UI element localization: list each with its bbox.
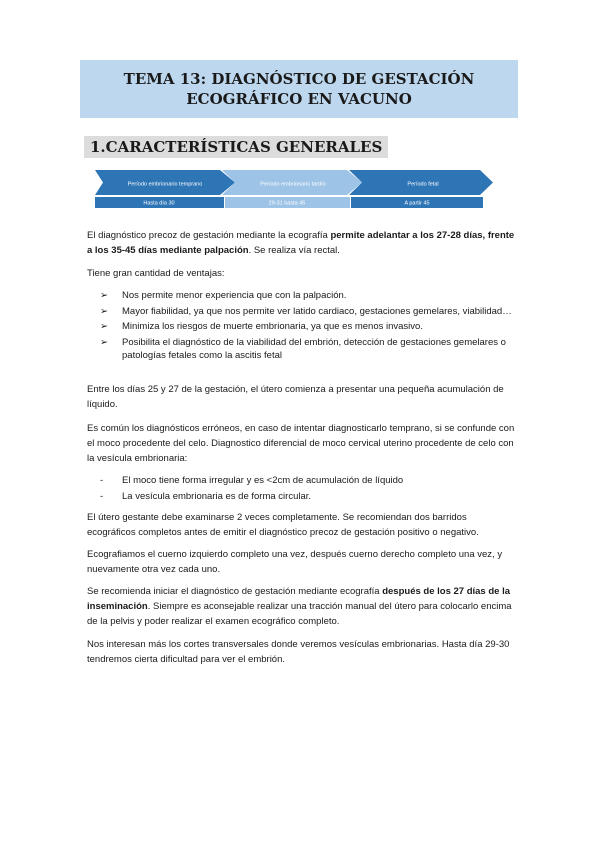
section-heading: 1.CARACTERÍSTICAS GENERALES bbox=[84, 136, 388, 158]
list-item bbox=[100, 320, 520, 334]
paragraph-early-diagnosis bbox=[87, 228, 517, 258]
list-item bbox=[100, 490, 520, 504]
paragraph-double-scan: El útero gestante debe examinarse 2 veces completamente. Se recomiendan dos barridos ecográficos completos antes de emitir el diagnóstico precoz de gestación positivo o negativo. bbox=[87, 512, 479, 538]
p1-text-a: El diagnóstico precoz de gestación mediante la ecografía bbox=[87, 230, 331, 241]
paragraph-transversal-cuts: Nos interesan más los cortes transversales donde veremos vesículas embrionarias. Hasta día 29-30 tendremos cierta dificultad para ver el embrión. bbox=[87, 639, 510, 665]
phase-label-fetal: Período fetal bbox=[407, 181, 439, 188]
p7-text-a: Se recomienda iniciar el diagnóstico de gestación mediante ecografía bbox=[87, 586, 383, 597]
advantages-list bbox=[100, 289, 520, 365]
list-item-text: Mayor fiabilidad, ya que nos permite ver latido cardiaco, gestaciones gemelares, viabilidad… bbox=[122, 305, 512, 317]
phase-label-early: Período embrionario temprano bbox=[127, 181, 203, 188]
list-item-text: Nos permite menor experiencia que con la palpación. bbox=[122, 290, 347, 301]
phase-sub-early: Hasta día 30 bbox=[143, 200, 175, 207]
arrow-bullet-icon: ➢ bbox=[100, 321, 108, 332]
document-title-box bbox=[80, 60, 518, 118]
list-item bbox=[100, 474, 520, 488]
list-item-text: La vesícula embrionaria es de forma circular. bbox=[122, 490, 312, 502]
p1-text-c: . Se realiza vía rectal. bbox=[248, 245, 340, 256]
paragraph-start-recommendation bbox=[87, 584, 517, 629]
list-item-text: Posibilita el diagnóstico de la viabilidad del embrión, detección de gestaciones gemelares o patologías fetales como la ascitis fetal bbox=[122, 336, 506, 361]
p1-text-bold: permite adelantar a los 27-28 días, frente a los 35-45 días mediante palpación bbox=[87, 230, 515, 256]
paragraph-fluid-accumulation: Entre los días 25 y 27 de la gestación, el útero comienza a presentar una pequeña acumulación de líquido. bbox=[87, 384, 504, 410]
paragraph-misdiagnosis: Es común los diagnósticos erróneos, en caso de intentar diagnosticarlo temprano, si se confunde con el moco procedente del celo. Diagnostico diferencial de moco cervical uterino procedente de celo con la vesícula embrionaria: bbox=[87, 423, 515, 464]
phase-sub-late: 29-31 hasta 45 bbox=[268, 200, 306, 207]
list-item bbox=[100, 336, 520, 363]
phase-label-late: Período embrionario tardío bbox=[260, 181, 326, 188]
gestation-timeline bbox=[95, 170, 495, 208]
differential-list bbox=[100, 474, 520, 505]
p7-text-bold: después de los 27 días de la inseminación bbox=[87, 586, 510, 612]
document-title: TEMA 13: DIAGNÓSTICO DE GESTACIÓN ECOGRÁFICO EN VACUNO bbox=[123, 70, 475, 108]
paragraph-advantages-intro: Tiene gran cantidad de ventajas: bbox=[87, 268, 225, 279]
dash-bullet: - bbox=[100, 490, 104, 502]
list-item-text: Minimiza los riesgos de muerte embrionaria, ya que es menos invasivo. bbox=[122, 321, 423, 332]
arrow-bullet-icon: ➢ bbox=[100, 290, 108, 301]
list-item-text: El moco tiene forma irregular y es <2cm de acumulación de líquido bbox=[122, 475, 404, 486]
arrow-bullet-icon: ➢ bbox=[100, 336, 108, 348]
paragraph-horn-scanning: Ecografiamos el cuerno izquierdo completo una vez, después cuerno derecho completo una vez, y nuevamente otra vez cada uno. bbox=[87, 549, 503, 575]
arrow-bullet-icon: ➢ bbox=[100, 305, 108, 317]
list-item bbox=[100, 289, 520, 303]
p7-text-c: . Siempre es aconsejable realizar una tracción manual del útero para colocarlo encima de la pelvis y poder realizar el examen ecográfico completo. bbox=[87, 601, 512, 627]
dash-bullet: - bbox=[100, 475, 104, 486]
phase-sub-fetal: A partir 45 bbox=[404, 200, 430, 207]
list-item bbox=[100, 305, 520, 319]
